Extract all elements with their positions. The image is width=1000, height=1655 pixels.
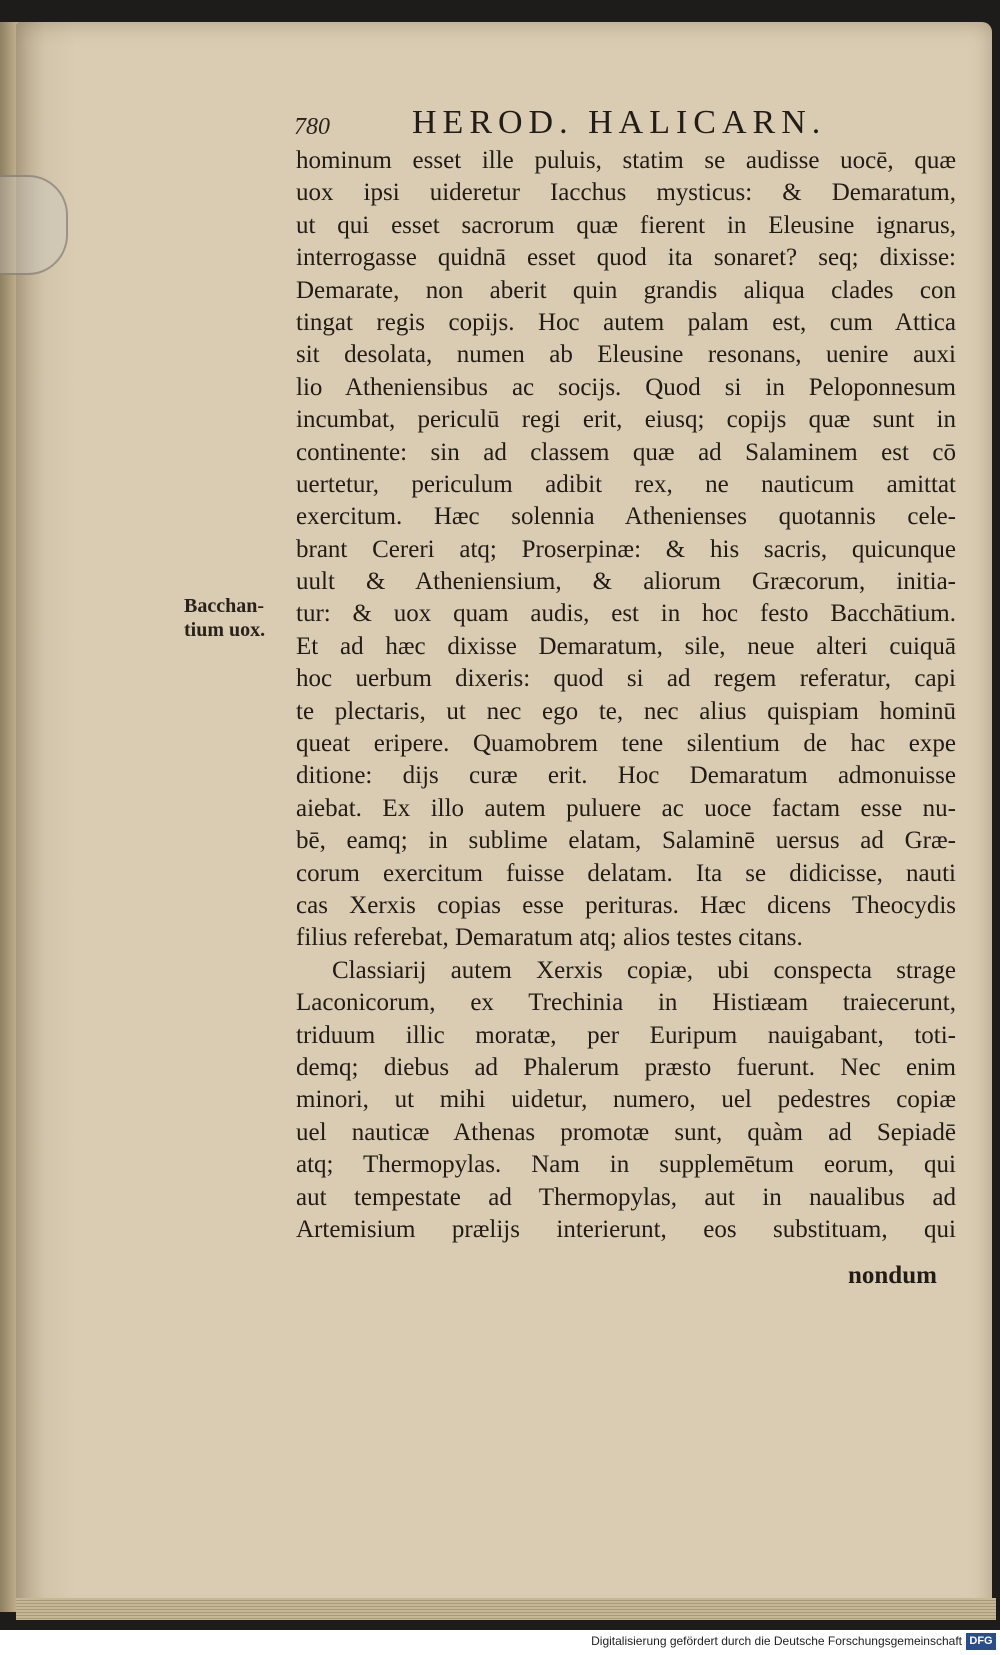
text-line: Demarate, non aberit quin grandis aliqua clades con [296,276,956,304]
text-line: brant Cereri atq; Proserpinæ: & his sacris, quicunque [296,535,956,563]
text-line: ut qui esset sacrorum quæ fierent in Eleusine ignarus, [296,211,956,239]
text-line: bē, eamq; in sublime elatam, Salaminē uersus ad Græ- [296,827,956,855]
text-line: atq; Thermopylas. Nam in supplemētum eorum, qui [296,1151,956,1179]
text-line: Classiarij autem Xerxis copiæ, ubi conspecta strage [332,956,956,984]
text-line: uertetur, periculum adibit rex, ne nauticum amittat [296,470,956,498]
text-line: aut tempestate ad Thermopylas, aut in naualibus ad [296,1183,956,1211]
text-line: tingat regis copijs. Hoc autem palam est, cum Attica [296,308,956,336]
text-line: uox ipsi uideretur Iacchus mysticus: & Demaratum, [296,179,956,207]
page-header [294,104,894,144]
funding-credit[interactable]: Digitalisierung gefördert durch die Deutsche Forschungsgemeinschaft [591,1634,962,1648]
text-line: continente: sin ad classem quæ ad Salaminem est cō [296,438,956,466]
page-number: 780 [294,114,330,140]
text-line: te plectaris, ut nec ego te, nec alius quispiam hominū [296,697,956,725]
text-line: exercitum. Hæc solennia Athenienses quotannis cele- [296,503,956,531]
text-line: Artemisium prælijs interierunt, eos substituam, qui [296,1215,956,1243]
margin-note-line: tium uox. [184,619,266,641]
catchword: nondum [848,1262,937,1289]
text-line: triduum illic moratæ, per Euripum nauigabant, toti- [296,1021,956,1049]
text-line: corum exercitum fuisse delatam. Ita se didicisse, nauti [296,859,956,887]
text-line: cas Xerxis copias esse perituras. Hæc dicens Theocydis [296,891,956,919]
text-line: lio Atheniensibus ac socijs. Quod si in Peloponnesum [296,373,956,401]
clip-tab [0,175,68,275]
text-line: Laconicorum, ex Trechinia in Histiæam traiecerunt, [296,989,956,1017]
dfg-logo-icon[interactable]: DFG [966,1633,996,1650]
text-line: Et ad hæc dixisse Demaratum, sile, neue alteri cuiquā [296,632,956,660]
text-line: tur: & uox quam audis, est in hoc festo Bacchātium. [296,600,956,628]
footer-bar [0,1630,1000,1655]
text-line: demq; diebus ad Phalerum præsto fuerunt. Nec enim [296,1053,956,1081]
text-body [296,145,956,1246]
text-line: uel nauticæ Athenas promotæ sunt, quàm ad Sepiadē [296,1118,956,1146]
text-line: sit desolata, numen ab Eleusine resonans, uenire auxi [296,341,956,369]
page-stack-edge [16,1598,996,1620]
text-line: queat eripere. Quamobrem tene silentium de hac expe [296,730,956,758]
text-line: minori, ut mihi uidetur, numero, uel pedestres copiæ [296,1086,956,1114]
text-line: aiebat. Ex illo autem puluere ac uoce factam esse nu- [296,794,956,822]
text-line: interrogasse quidnā esset quod ita sonaret? seq; dixisse: [296,244,956,272]
margin-note-line: Bacchan- [184,595,264,617]
text-line: incumbat, periculū regi erit, eiusq; copijs quæ sunt in [296,406,956,434]
running-head: HEROD. HALICARN. [412,104,827,141]
text-line: hominum esset ille puluis, statim se audisse uocē, quæ [296,147,956,174]
text-line: filius referebat, Demaratum atq; alios testes citans. [296,924,803,952]
text-line: hoc uerbum dixeris: quod si ad regem referatur, capi [296,665,956,693]
text-line: ditione: dijs curæ erit. Hoc Demaratum admonuisse [296,762,956,790]
text-line: uult & Atheniensium, & aliorum Græcorum, initia- [296,568,956,596]
margin-note [184,594,294,642]
